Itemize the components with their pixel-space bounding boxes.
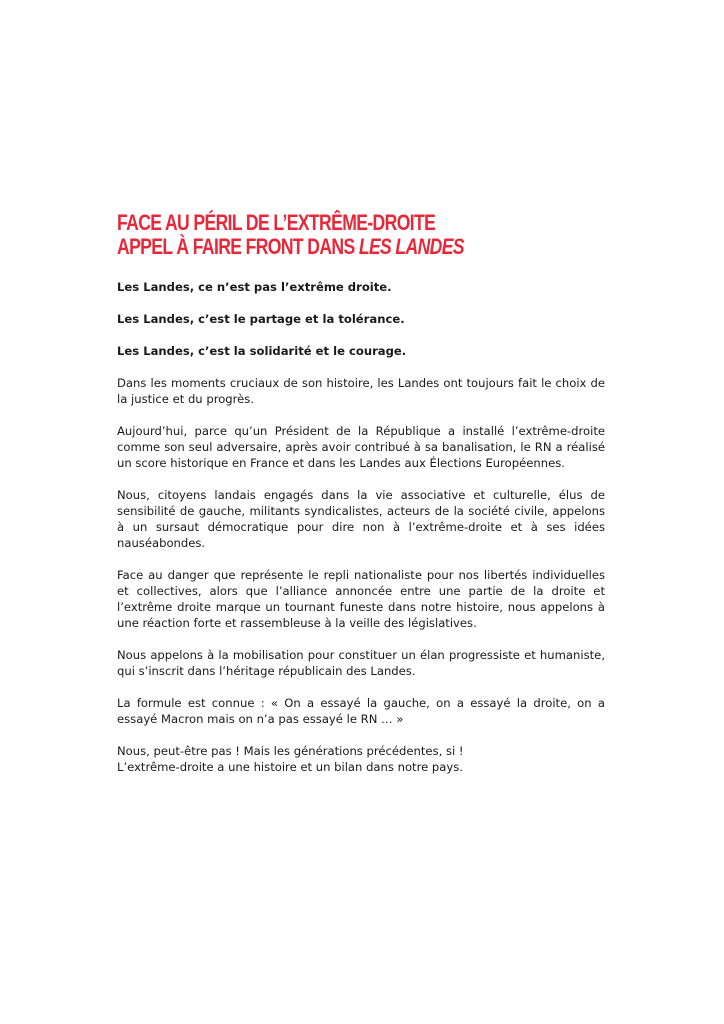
paragraph-citizens: Nous, citoyens landais engagés dans la vie associative et culturelle, élus de sensibilité de gauche, militants syndicalistes, acteurs de la société civile, appelons à un sursaut démocratique pour dire non à l’extrême-droite et à ses idées nauséabondes. <box>117 488 605 550</box>
paragraph-mobilisation: Nous appelons à la mobilisation pour constituer un élan progressiste et humaniste, qui s’inscrit dans l’héritage républicain des Landes. <box>117 648 605 678</box>
document-body <box>117 211 605 775</box>
title-line-2-emphasis: LES LANDES <box>358 234 464 259</box>
lead-statement-1: Les Landes, ce n’est pas l’extrême droite. <box>117 280 392 294</box>
paragraph-today: Aujourd’hui, parce qu’un Président de la République a installé l’extrême-droite comme son seul adversaire, après avoir contribué à sa banalisation, le RN a réalisé un score historique en France et dans les Landes aux Élections Européennes. <box>117 424 605 470</box>
closing-paragraph <box>117 743 605 775</box>
lead-statement-3: Les Landes, c’est la solidarité et le courage. <box>117 344 407 358</box>
paragraph-danger: Face au danger que représente le repli nationaliste pour nos libertés individuelles et collectives, alors que l’alliance annoncée entre une partie de la droite et l’extrême droite marque un tournant funeste dans notre histoire, nous appelons à une réaction forte et rassembleuse à la veille des législatives. <box>117 568 605 630</box>
title-line-1: FACE AU PÉRIL DE L’EXTRÊME-DROITE <box>117 210 436 235</box>
title-line-2 <box>117 235 605 259</box>
closing-line-2: L’extrême-droite a une histoire et un bilan dans notre pays. <box>117 760 463 774</box>
paragraph-formula: La formule est connue : « On a essayé la gauche, on a essayé la droite, on a essayé Macron mais on n’a pas essayé le RN … » <box>117 696 605 726</box>
document-title <box>117 211 605 259</box>
title-line-2-prefix: APPEL À FAIRE FRONT DANS <box>117 234 359 259</box>
closing-line-1: Nous, peut-être pas ! Mais les générations précédentes, si ! <box>117 744 464 758</box>
paragraph-history: Dans les moments cruciaux de son histoire, les Landes ont toujours fait le choix de la justice et du progrès. <box>117 376 605 406</box>
lead-statement-2: Les Landes, c’est le partage et la tolérance. <box>117 312 405 326</box>
